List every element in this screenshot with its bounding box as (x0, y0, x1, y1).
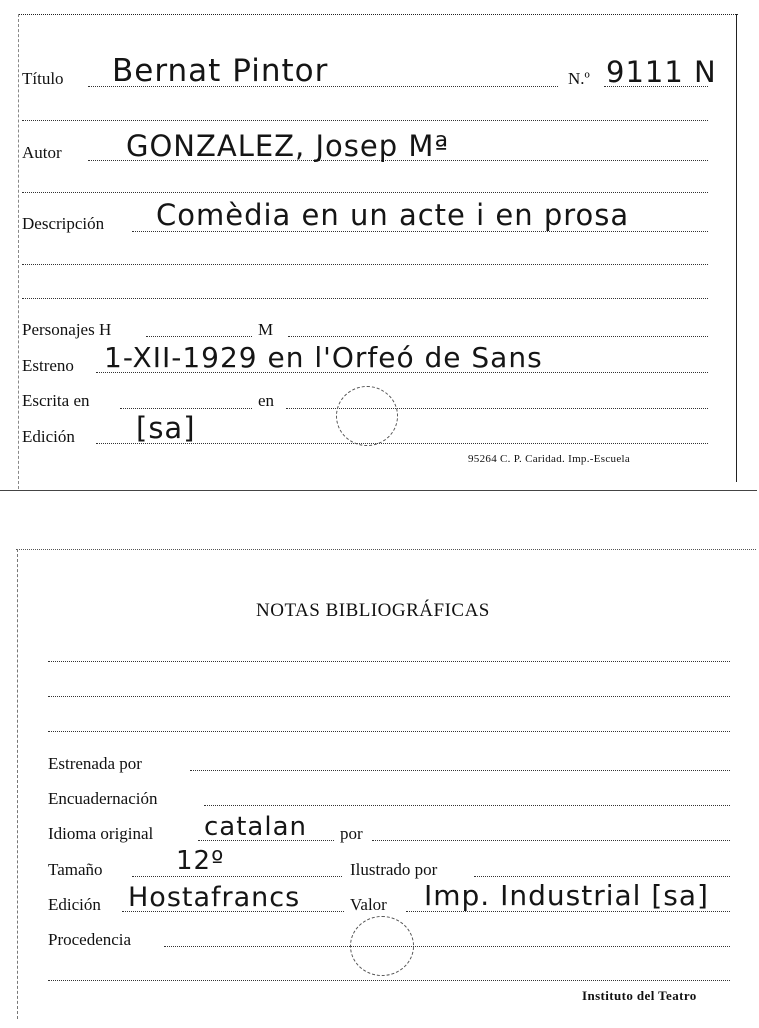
titulo-value: Bernat Pintor (112, 53, 329, 89)
card1-right-edge (736, 14, 737, 482)
m-label: M (258, 320, 274, 339)
notas-heading: NOTAS BIBLIOGRÁFICAS (256, 600, 490, 621)
escrita-line (120, 408, 252, 409)
descripcion-label: Descripción (22, 214, 105, 233)
card2-top-edge (16, 549, 756, 550)
notas-line-1 (48, 661, 730, 662)
estreno-value: 1-XII-1929 en l'Orfeó de Sans (104, 341, 543, 374)
idioma-value: catalan (204, 812, 307, 842)
personajes-label: Personajes H (22, 320, 112, 339)
numero-label: N.º (568, 69, 590, 88)
tamano-line (132, 876, 342, 877)
edicion2-value: Hostafrancs (128, 882, 301, 913)
ilustrado-line (474, 876, 730, 877)
card2-left-edge (17, 549, 18, 1019)
encuadernacion-line (204, 805, 730, 806)
procedencia-extra-line (48, 980, 730, 981)
titulo-label: Título (22, 69, 64, 88)
numero-value: 9111 N (606, 55, 717, 89)
autor-label: Autor (22, 143, 62, 162)
titulo-extra-line (22, 120, 708, 121)
por-label: por (340, 824, 363, 843)
escrita-label: Escrita en (22, 391, 90, 410)
autor-value: GONZALEZ, Josep Mª (126, 129, 450, 163)
card1-top-edge (18, 14, 738, 15)
punch-hole (336, 386, 398, 446)
tamano-value: 12º (176, 846, 225, 876)
tamano-label: Tamaño (48, 860, 103, 879)
idioma-label: Idioma original (48, 824, 154, 843)
autor-extra-line (22, 192, 708, 193)
descripcion-extra-line-1 (22, 264, 708, 265)
descripcion-value: Comèdia en un acte i en prosa (156, 198, 630, 232)
notas-line-2 (48, 696, 730, 697)
en-label: en (258, 391, 275, 410)
notas-line-3 (48, 731, 730, 732)
card1-bottom-edge (0, 490, 757, 491)
procedencia-label: Procedencia (48, 930, 132, 949)
card1-left-edge (18, 14, 19, 489)
descripcion-extra-line-2 (22, 298, 708, 299)
estrenada-label: Estrenada por (48, 754, 142, 773)
valor-value: Imp. Industrial [sa] (424, 879, 709, 912)
institute-footer: Instituto del Teatro (582, 988, 697, 1003)
personajes-h-line (146, 336, 252, 337)
punch-hole-2 (350, 916, 414, 976)
estrenada-line (190, 770, 730, 771)
encuadernacion-label: Encuadernación (48, 789, 158, 808)
por-line (372, 840, 730, 841)
edicion-label: Edición (22, 427, 75, 446)
edicion2-label: Edición (48, 895, 101, 914)
valor-label: Valor (350, 895, 387, 914)
edicion-value: [sa] (136, 411, 196, 445)
ilustrado-label: Ilustrado por (350, 860, 438, 879)
printer-mark: 95264 C. P. Caridad. Imp.-Escuela (468, 453, 631, 465)
procedencia-line (164, 946, 730, 947)
estreno-label: Estreno (22, 356, 74, 375)
personajes-m-line (288, 336, 708, 337)
